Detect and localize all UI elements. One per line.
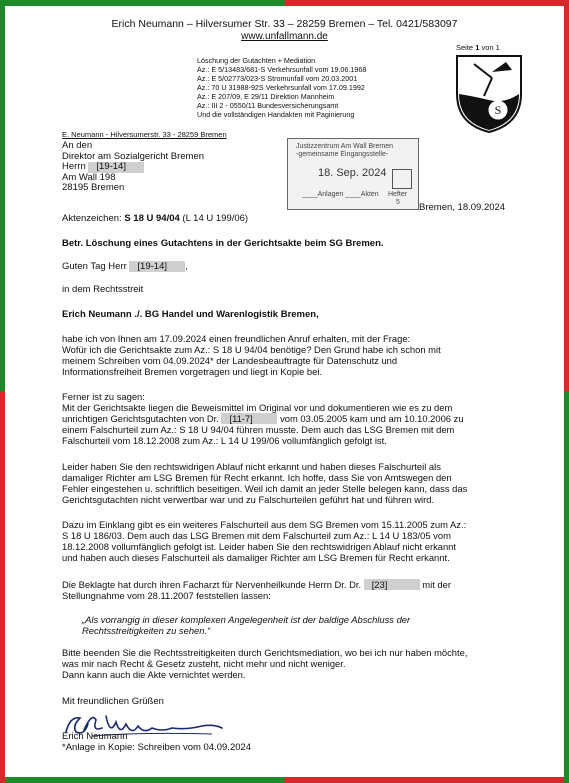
closing: Mit freundlichen Grüßen (62, 696, 164, 707)
paragraph-3 (62, 461, 467, 505)
lamp-logo-icon (454, 54, 524, 134)
quote-line: „Als vorrangig in dieser komplexen Angelegenheit ist der baldige Abschluss der (82, 614, 411, 625)
case-line: Az.: 70 U 31988-92S Verkehrsunfall vom 17.09.1992 (197, 83, 365, 92)
sender-return-address: E. Neumann - Hilversumerstr. 33 - 28259 Bremen (62, 130, 227, 139)
paragraph-1 (62, 333, 441, 377)
text-line: unrichtigen Gerichtsgutachten von Dr. [11-7] vom 03.05.2005 kam und am 10.10.2006 zu (62, 413, 464, 424)
text-line: Wofür ich die Gerichtsakte zum Az.: S 18 U 94/04 benötige? Den Grund habe ich schon mit (62, 344, 441, 355)
parties-line: Erich Neumann ./. BG Handel und Warenlogistik Bremen, (62, 309, 319, 320)
recipient-line: Direktor am Sozialgericht Bremen (62, 150, 205, 162)
text-line: Stellungnahme vom 28.11.2007 feststellen lassen: (62, 590, 271, 601)
quote-line: Rechtsstreitigkeiten zu sehen.“ (82, 625, 211, 636)
aktenzeichen: Aktenzeichen: S 18 U 94/04 (L 14 U 199/06) (62, 213, 249, 224)
redacted-name: [23] (364, 579, 420, 590)
case-title: Löschung der Gutachten + Mediation (197, 56, 316, 65)
text-line: Gerichtsgutachten nicht verwertbar war und zu Falschurteilen geführt hat und führen wird. (62, 494, 435, 505)
text-line: Informationsfreiheit Bremen vorgetragen und liegt in Kopie bei. (62, 366, 323, 377)
text-line: Die Beklagte hat durch ihren Facharzt für Nervenheilkunde Herrn Dr. Dr. [23] mit der (62, 579, 451, 590)
redacted-name: [19-14] (129, 261, 185, 272)
svg-text:S: S (494, 103, 502, 117)
border-top (0, 0, 569, 6)
stamp-date: 18. Sep. 2024 (318, 167, 387, 179)
case-footer: Und die vollständigen Handakten mit Paginierung (197, 110, 355, 119)
recipient-city: 28195 Bremen (62, 182, 125, 193)
text-line: Fehler eingestehen u. schriftlich beseitigen. Weil ich damit an jeder Stelle belegen kann, dass das (62, 483, 468, 494)
text-line: Mit der Gerichtsakte liegen die Beweismittel im Original vor und dokumentieren wie es zu dem (62, 402, 453, 413)
text-line: Dazu im Einklang gibt es ein weiteres Falschurteil aus dem SG Bremen vom 15.11.2005 zum Az.: (62, 519, 467, 530)
place-date: Bremen, 18.09.2024 (419, 202, 506, 213)
case-line: Az.: III 2 - 0550/11 Bundesversicherungsamt (197, 101, 339, 110)
border-right (564, 0, 569, 783)
receipt-stamp (287, 138, 419, 210)
recipient-line: An den (62, 140, 93, 151)
text-line: Ferner ist zu sagen: (62, 391, 145, 402)
recipient-street: Am Wall 198 (62, 171, 116, 183)
stamp-line: 5 (396, 199, 400, 206)
greeting: Guten Tag Herr [19-14] , (62, 261, 189, 272)
stamp-line: Hefter (388, 191, 408, 198)
border-bottom (0, 777, 569, 783)
website-link[interactable]: www.unfallmann.de (241, 31, 328, 42)
stamp-line: -gemeinsame Eingangsstelle- (296, 151, 389, 158)
text-line: Dann kann auch die Akte vernichtet werden. (62, 669, 246, 680)
redacted-name: [11-7] (221, 413, 277, 424)
letterhead-sender: Erich Neumann – Hilversumer Str. 33 – 28259 Bremen – Tel. 0421/583097 (111, 18, 458, 30)
case-references (197, 56, 366, 119)
text-line: Bitte beenden Sie die Rechtsstreitigkeiten durch Gerichtsmediation, wo bei ich nur haben möchte, (62, 647, 468, 658)
stamp-line: Justizzentrum Am Wall Bremen (296, 143, 393, 150)
text-line: S 18 U 186/03. Dem auch das LSG Bremen mit dem Falschurteil zum Az.: L 14 U 183/05 vom (62, 530, 451, 541)
text-line: habe ich von Ihnen am 17.09.2024 einen freundlichen Anruf erhalten, mit der Frage: (62, 333, 411, 344)
case-line: Az.: E 207/09, E 29/11 Direktion Mannheim (197, 92, 335, 101)
stamp-box (392, 169, 412, 189)
signature-name: Erich Neumann (62, 731, 128, 742)
paragraph-5 (62, 579, 451, 601)
text-line: Leider haben Sie den rechtswidrigen Ablauf nicht erkannt und haben dieses Falschurteil als (62, 461, 441, 472)
border-left (0, 0, 5, 783)
case-line: Az.: E 5/02773/023-S Stromunfall vom 20.03.2001 (197, 74, 358, 83)
recipient-address (62, 141, 204, 194)
text-line: damaliger Richter am LSG Bremen für Recht erkannt. Ich hoffe, dass Sie von Amtswegen den (62, 472, 452, 483)
case-line: Az.: E 5/13483/681-S Verkehrsunfall vom 19.06.1968 (197, 65, 367, 74)
text-line: meinem Schreiben vom 04.09.2024* der Landesbeauftragte für Datenschutz und (62, 355, 398, 366)
attachment-note: *Anlage in Kopie: Schreiben vom 04.09.2024 (62, 742, 252, 753)
text-line: und haben auch dieses Falschurteil als damaliger Richter am LSG Bremen für Recht erkannt. (62, 552, 450, 563)
page-number: Seite 1 von 1 (456, 43, 500, 52)
stamp-line: ____Anlagen ____Akten (302, 191, 379, 198)
recipient-name-line: Herrn [19-14] (62, 162, 204, 173)
text-line: was mir nach Recht & Gesetz zusteht, nicht mehr und nicht weniger. (62, 658, 346, 669)
text-line: Falschurteil vom 18.12.2008 zum Az.: L 14 U 199/06 vollumfänglich gefolgt ist. (62, 435, 387, 446)
text-line: einem Falschurteil zum Az.: S 18 U 94/04 führen musste. Dem auch das LSG Bremen mit dem (62, 424, 455, 435)
redacted-name: [19-14] (88, 162, 144, 173)
rechtsstreit-line: in dem Rechtsstreit (62, 284, 144, 295)
subject-line: Betr. Löschung eines Gutachtens in der Gerichtsakte beim SG Bremen. (62, 238, 384, 249)
paragraph-6 (62, 647, 467, 680)
paragraph-2 (62, 391, 464, 446)
text-line: 18.12.2008 vollumfänglich gefolgt ist. Leider haben Sie den rechtswidrigen Ablauf nicht erkannt (62, 541, 457, 552)
paragraph-4 (62, 519, 466, 563)
quote-block (82, 614, 410, 636)
